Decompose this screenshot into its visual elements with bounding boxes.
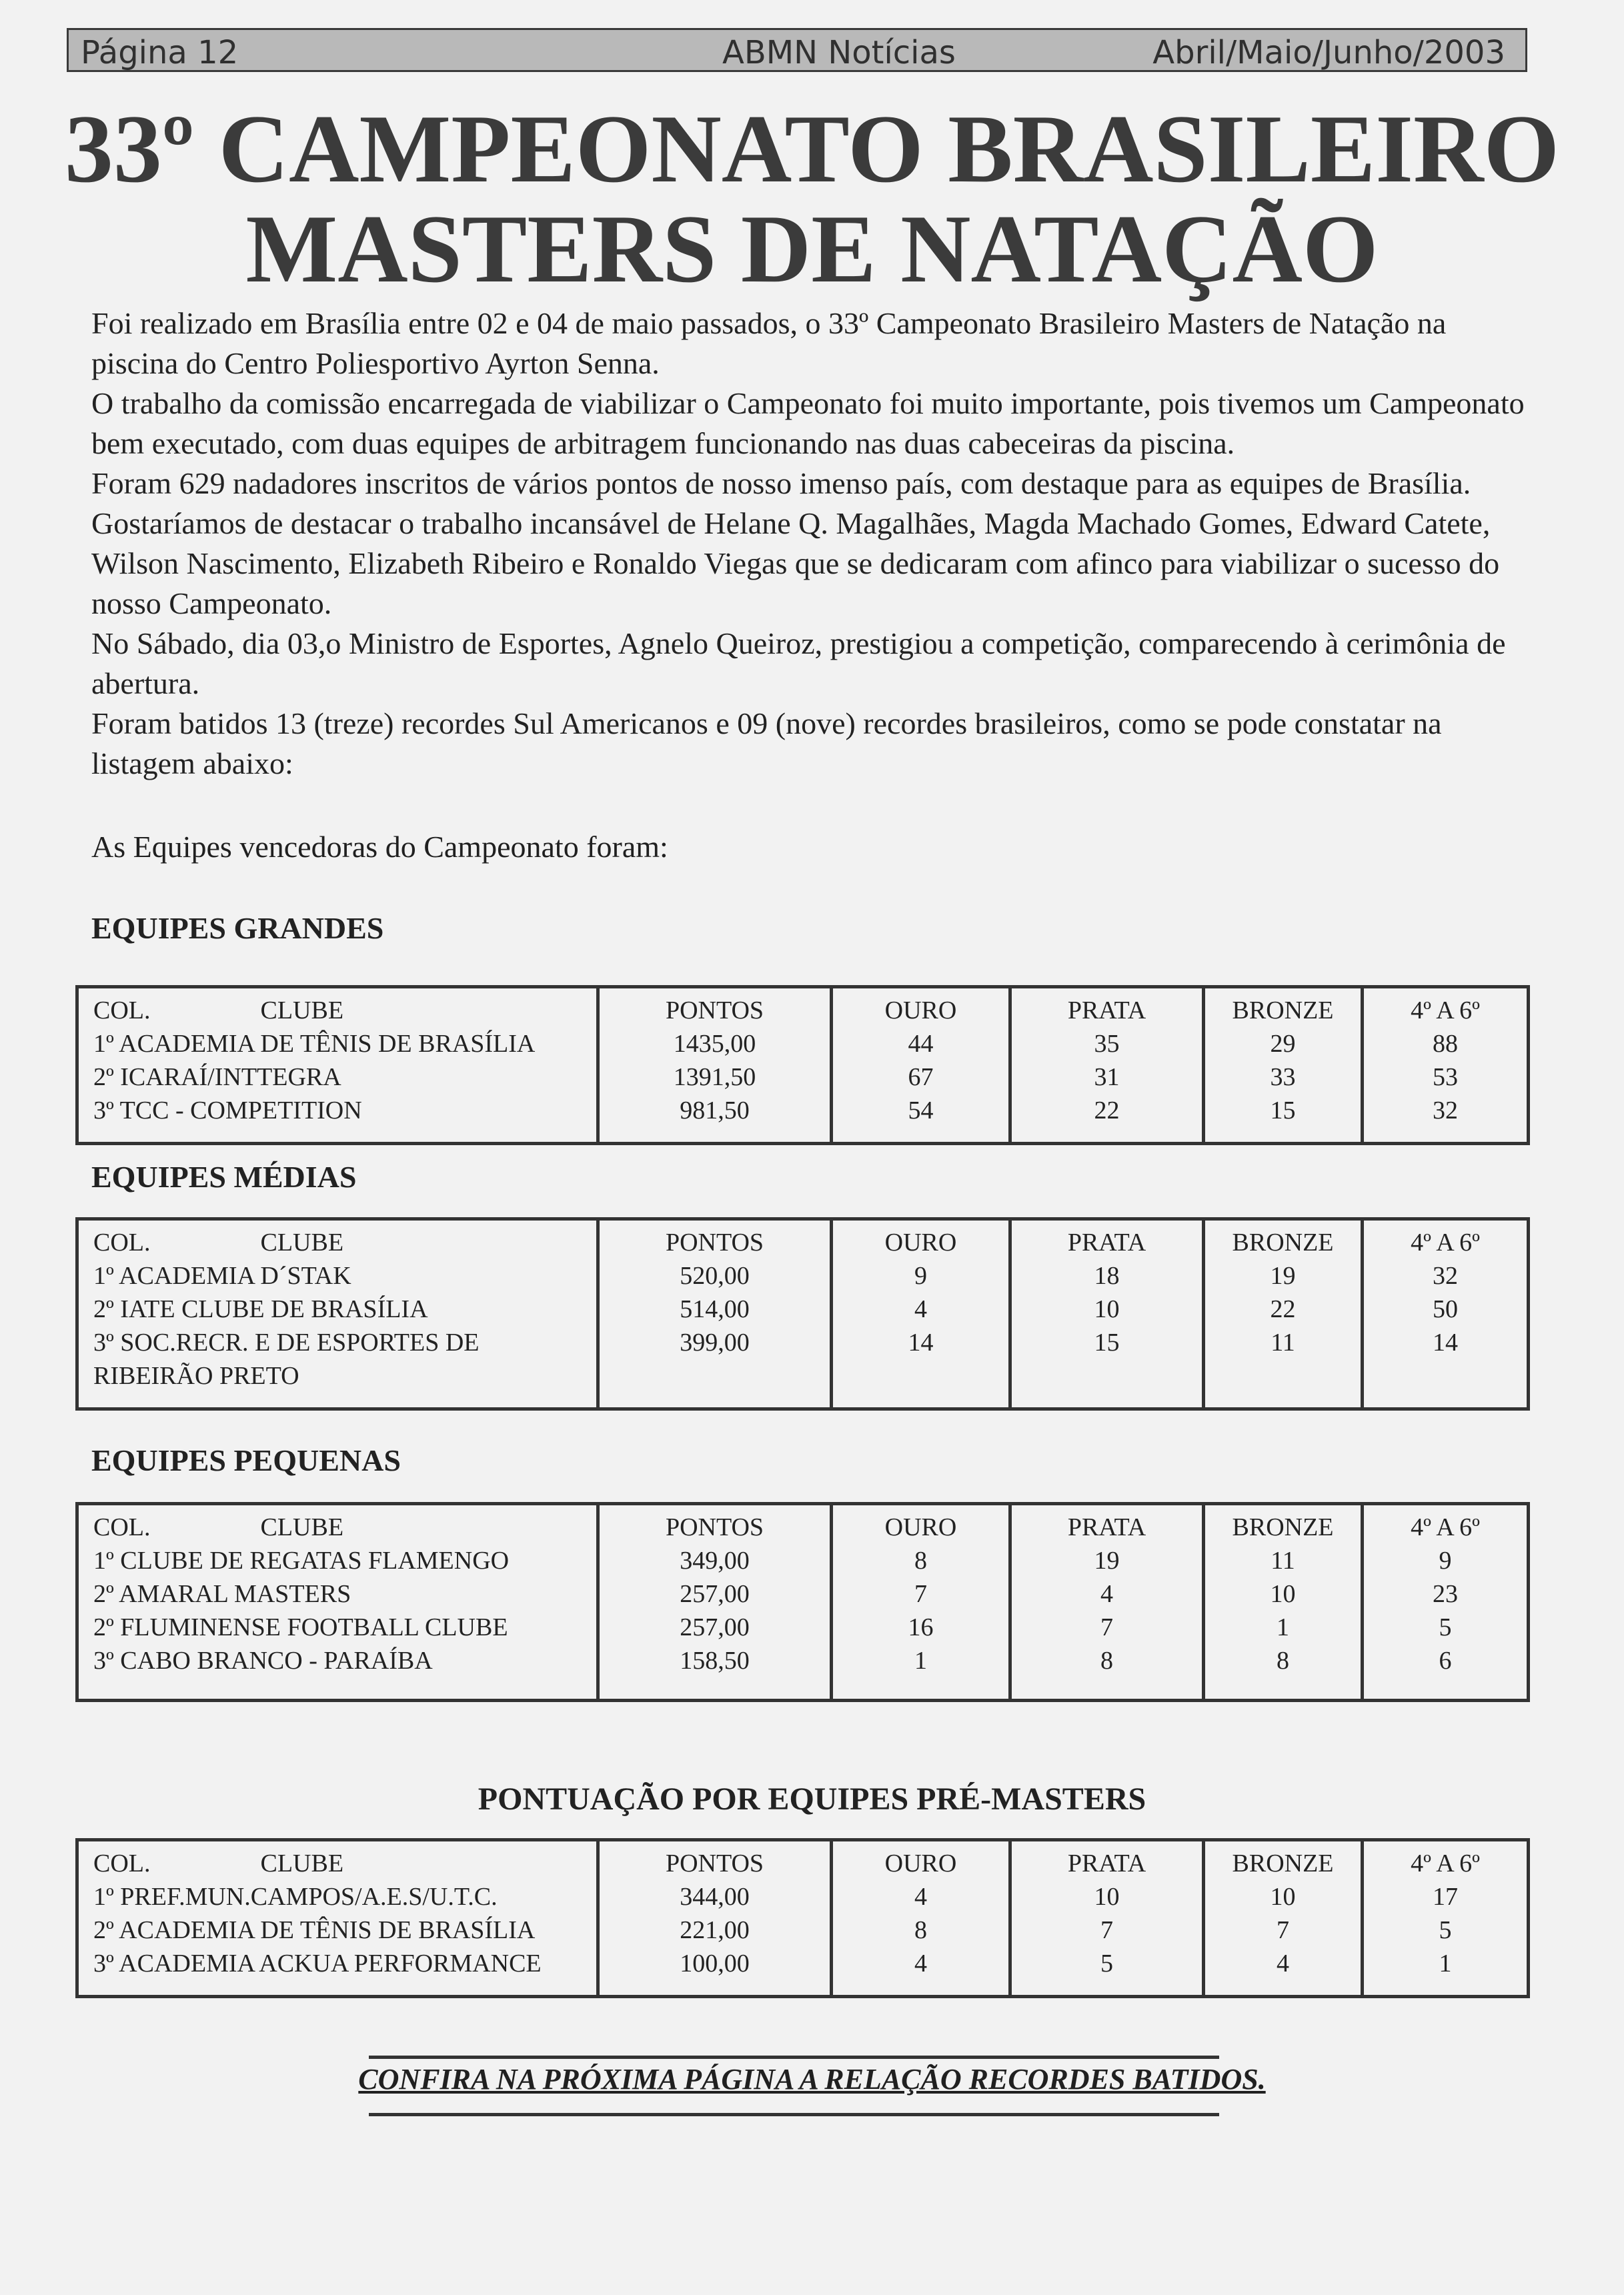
silver-value: 4 — [1100, 1580, 1113, 1608]
places-value: 32 — [1433, 1262, 1458, 1290]
silver-value: 22 — [1094, 1096, 1120, 1124]
column-header: PONTOS — [665, 1849, 764, 1877]
page-header — [67, 28, 1527, 72]
bronze-value: 8 — [1277, 1647, 1289, 1675]
bronze-value: 1 — [1277, 1613, 1289, 1641]
places-value: 6 — [1439, 1647, 1452, 1675]
points-value: 257,00 — [680, 1613, 750, 1641]
column-header: OURO — [884, 1229, 957, 1257]
points-value: 344,00 — [680, 1883, 750, 1911]
table-row — [77, 1219, 1529, 1409]
paragraph: Gostaríamos de destacar o trabalho incansável de Helane Q. Magalhães, Magda Machado Gomes, Edward Catete, Wilson Nascimento, Elizabeth Ribeiro e Ronaldo Viegas que se dedicaram com afinco para viabilizar o sucesso do nosso Campeonato. — [91, 506, 1500, 620]
column-header: PONTOS — [665, 1513, 764, 1541]
gold-value: 8 — [914, 1916, 927, 1944]
club-name: 2º ICARAÍ/INTTEGRA — [93, 1063, 341, 1091]
club-name: 3º CABO BRANCO - PARAÍBA — [93, 1647, 433, 1675]
gold-value: 67 — [908, 1063, 934, 1091]
table-row — [77, 1504, 1529, 1701]
bronze-value: 29 — [1270, 1030, 1296, 1058]
column-header: COL. CLUBE — [93, 1849, 344, 1877]
gold-value: 44 — [908, 1030, 934, 1058]
gold-column — [832, 1219, 1010, 1409]
places-value: 32 — [1433, 1096, 1458, 1124]
silver-value: 7 — [1100, 1613, 1113, 1641]
gold-value: 9 — [914, 1262, 927, 1290]
bronze-value: 22 — [1270, 1295, 1296, 1323]
paragraph: O trabalho da comissão encarregada de viabilizar o Campeonato foi muito importante, pois tivemos um Campeonato bem executado, com duas equipes de arbitragem funcionando nas duas cabeceiras da piscina. — [91, 386, 1525, 460]
column-header: 4º A 6º — [1411, 1229, 1480, 1257]
column-header: PRATA — [1067, 1849, 1146, 1877]
gold-value: 4 — [914, 1295, 927, 1323]
results-table-pre-masters — [75, 1838, 1530, 1998]
points-value: 158,50 — [680, 1647, 750, 1675]
points-value: 520,00 — [680, 1262, 750, 1290]
bronze-column — [1204, 987, 1363, 1144]
places-column — [1363, 987, 1529, 1144]
bronze-value: 11 — [1271, 1329, 1295, 1357]
silver-value: 8 — [1100, 1647, 1113, 1675]
footer-rule-top — [369, 2056, 1219, 2059]
gold-value: 16 — [908, 1613, 934, 1641]
bronze-column — [1204, 1219, 1363, 1409]
bronze-value: 15 — [1270, 1096, 1296, 1124]
column-header: COL. CLUBE — [93, 1513, 344, 1541]
column-header: PRATA — [1067, 996, 1146, 1024]
silver-value: 19 — [1094, 1547, 1120, 1575]
column-header: BRONZE — [1232, 1849, 1334, 1877]
column-header: PONTOS — [665, 1229, 764, 1257]
publication-name: ABMN Notícias — [722, 34, 956, 71]
club-column — [77, 987, 598, 1144]
silver-value: 31 — [1094, 1063, 1120, 1091]
paragraph: Foi realizado em Brasília entre 02 e 04 de maio passados, o 33º Campeonato Brasileiro Masters de Natação na piscina do Centro Poliesportivo Ayrton Senna. — [91, 306, 1447, 380]
club-name: 3º SOC.RECR. E DE ESPORTES DE — [93, 1329, 480, 1357]
column-header: PRATA — [1067, 1229, 1146, 1257]
column-header: COL. CLUBE — [93, 996, 344, 1024]
column-header: OURO — [884, 1849, 957, 1877]
footer-rule-bottom — [369, 2113, 1219, 2116]
silver-column — [1010, 987, 1204, 1144]
points-column — [598, 987, 832, 1144]
bronze-value: 11 — [1271, 1547, 1295, 1575]
gold-column — [832, 987, 1010, 1144]
silver-value: 5 — [1100, 1950, 1113, 1978]
silver-value: 10 — [1094, 1295, 1120, 1323]
club-name: 1º ACADEMIA D´STAK — [93, 1262, 351, 1290]
bronze-value: 10 — [1270, 1883, 1296, 1911]
column-header: OURO — [884, 1513, 957, 1541]
silver-value: 7 — [1100, 1916, 1113, 1944]
places-value: 88 — [1433, 1030, 1458, 1058]
issue-date: Abril/Maio/Junho/2003 — [1152, 34, 1505, 71]
column-header: COL. CLUBE — [93, 1229, 344, 1257]
places-column — [1363, 1504, 1529, 1701]
bronze-value: 33 — [1270, 1063, 1296, 1091]
bronze-value: 19 — [1270, 1262, 1296, 1290]
section-heading-large-teams: EQUIPES GRANDES — [91, 911, 384, 945]
section-heading-pre-masters: PONTUAÇÃO POR EQUIPES PRÉ-MASTERS — [478, 1781, 1146, 1817]
section-heading-medium-teams: EQUIPES MÉDIAS — [91, 1160, 357, 1194]
section-heading-small-teams: EQUIPES PEQUENAS — [91, 1443, 401, 1477]
points-value: 221,00 — [680, 1916, 750, 1944]
silver-column — [1010, 1219, 1204, 1409]
club-column — [77, 1840, 598, 1997]
paragraph: Foram 629 nadadores inscritos de vários pontos de nosso imenso país, com destaque para as equipes de Brasília. — [91, 466, 1471, 500]
bronze-column — [1204, 1840, 1363, 1997]
column-header: 4º A 6º — [1411, 1849, 1480, 1877]
column-header: PRATA — [1067, 1513, 1146, 1541]
column-header: BRONZE — [1232, 1229, 1334, 1257]
column-header: BRONZE — [1232, 996, 1334, 1024]
points-value: 349,00 — [680, 1547, 750, 1575]
silver-column — [1010, 1840, 1204, 1997]
silver-value: 35 — [1094, 1030, 1120, 1058]
places-value: 5 — [1439, 1613, 1452, 1641]
gold-value: 7 — [914, 1580, 927, 1608]
places-value: 17 — [1433, 1883, 1458, 1911]
winners-intro: As Equipes vencedoras do Campeonato foram: — [91, 830, 668, 864]
paragraph: Foram batidos 13 (treze) recordes Sul Americanos e 09 (nove) recordes brasileiros, como se pode constatar na listagem abaixo: — [91, 706, 1442, 780]
places-value: 1 — [1439, 1950, 1452, 1978]
bronze-value: 4 — [1277, 1950, 1289, 1978]
silver-value: 10 — [1094, 1883, 1120, 1911]
article-title-line-1: 33º CAMPEONATO BRASILEIRO — [64, 95, 1560, 203]
table-row — [77, 1840, 1529, 1997]
club-name: 1º PREF.MUN.CAMPOS/A.E.S/U.T.C. — [93, 1883, 498, 1911]
silver-value: 18 — [1094, 1262, 1120, 1290]
club-name: 2º FLUMINENSE FOOTBALL CLUBE — [93, 1613, 508, 1641]
column-header: 4º A 6º — [1411, 996, 1480, 1024]
club-name: 1º CLUBE DE REGATAS FLAMENGO — [93, 1547, 510, 1575]
gold-column — [832, 1504, 1010, 1701]
places-value: 5 — [1439, 1916, 1452, 1944]
next-page-note: CONFIRA NA PRÓXIMA PÁGINA A RELAÇÃO RECORDES BATIDOS. — [358, 2063, 1266, 2096]
points-value: 514,00 — [680, 1295, 750, 1323]
bronze-value: 10 — [1270, 1580, 1296, 1608]
club-name-continued: RIBEIRÃO PRETO — [93, 1362, 299, 1390]
gold-value: 1 — [914, 1647, 927, 1675]
club-name: 2º AMARAL MASTERS — [93, 1580, 351, 1608]
club-name: 3º TCC - COMPETITION — [93, 1096, 362, 1124]
gold-value: 4 — [914, 1883, 927, 1911]
silver-value: 15 — [1094, 1329, 1120, 1357]
gold-column — [832, 1840, 1010, 1997]
column-header: BRONZE — [1232, 1513, 1334, 1541]
club-name: 3º ACADEMIA ACKUA PERFORMANCE — [93, 1950, 542, 1978]
article-body — [91, 303, 1525, 784]
points-value: 399,00 — [680, 1329, 750, 1357]
points-value: 257,00 — [680, 1580, 750, 1608]
places-value: 9 — [1439, 1547, 1452, 1575]
gold-value: 54 — [908, 1096, 934, 1124]
results-table-large-teams — [75, 985, 1530, 1145]
results-table-small-teams — [75, 1502, 1530, 1702]
places-value: 14 — [1433, 1329, 1458, 1357]
club-name: 2º ACADEMIA DE TÊNIS DE BRASÍLIA — [93, 1916, 536, 1944]
paragraph: No Sábado, dia 03,o Ministro de Esportes, Agnelo Queiroz, prestigiou a competição, comparecendo à cerimônia de abertura. — [91, 626, 1506, 700]
points-value: 1435,00 — [673, 1030, 756, 1058]
points-column — [598, 1219, 832, 1409]
points-column — [598, 1504, 832, 1701]
column-header: OURO — [884, 996, 957, 1024]
bronze-value: 7 — [1277, 1916, 1289, 1944]
column-header: PONTOS — [665, 996, 764, 1024]
club-column — [77, 1504, 598, 1701]
places-column — [1363, 1219, 1529, 1409]
points-column — [598, 1840, 832, 1997]
points-value: 981,50 — [680, 1096, 750, 1124]
gold-value: 8 — [914, 1547, 927, 1575]
places-value: 23 — [1433, 1580, 1458, 1608]
results-table-medium-teams — [75, 1217, 1530, 1411]
points-value: 100,00 — [680, 1950, 750, 1978]
gold-value: 4 — [914, 1950, 927, 1978]
places-column — [1363, 1840, 1529, 1997]
club-column — [77, 1219, 598, 1409]
places-value: 50 — [1433, 1295, 1458, 1323]
gold-value: 14 — [908, 1329, 934, 1357]
column-header: 4º A 6º — [1411, 1513, 1480, 1541]
places-value: 53 — [1433, 1063, 1458, 1091]
page-number: Página 12 — [81, 34, 239, 71]
points-value: 1391,50 — [673, 1063, 756, 1091]
table-row — [77, 987, 1529, 1144]
club-name: 1º ACADEMIA DE TÊNIS DE BRASÍLIA — [93, 1030, 536, 1058]
silver-column — [1010, 1504, 1204, 1701]
article-title-line-2: MASTERS DE NATAÇÃO — [245, 195, 1379, 303]
club-name: 2º IATE CLUBE DE BRASÍLIA — [93, 1295, 428, 1323]
bronze-column — [1204, 1504, 1363, 1701]
